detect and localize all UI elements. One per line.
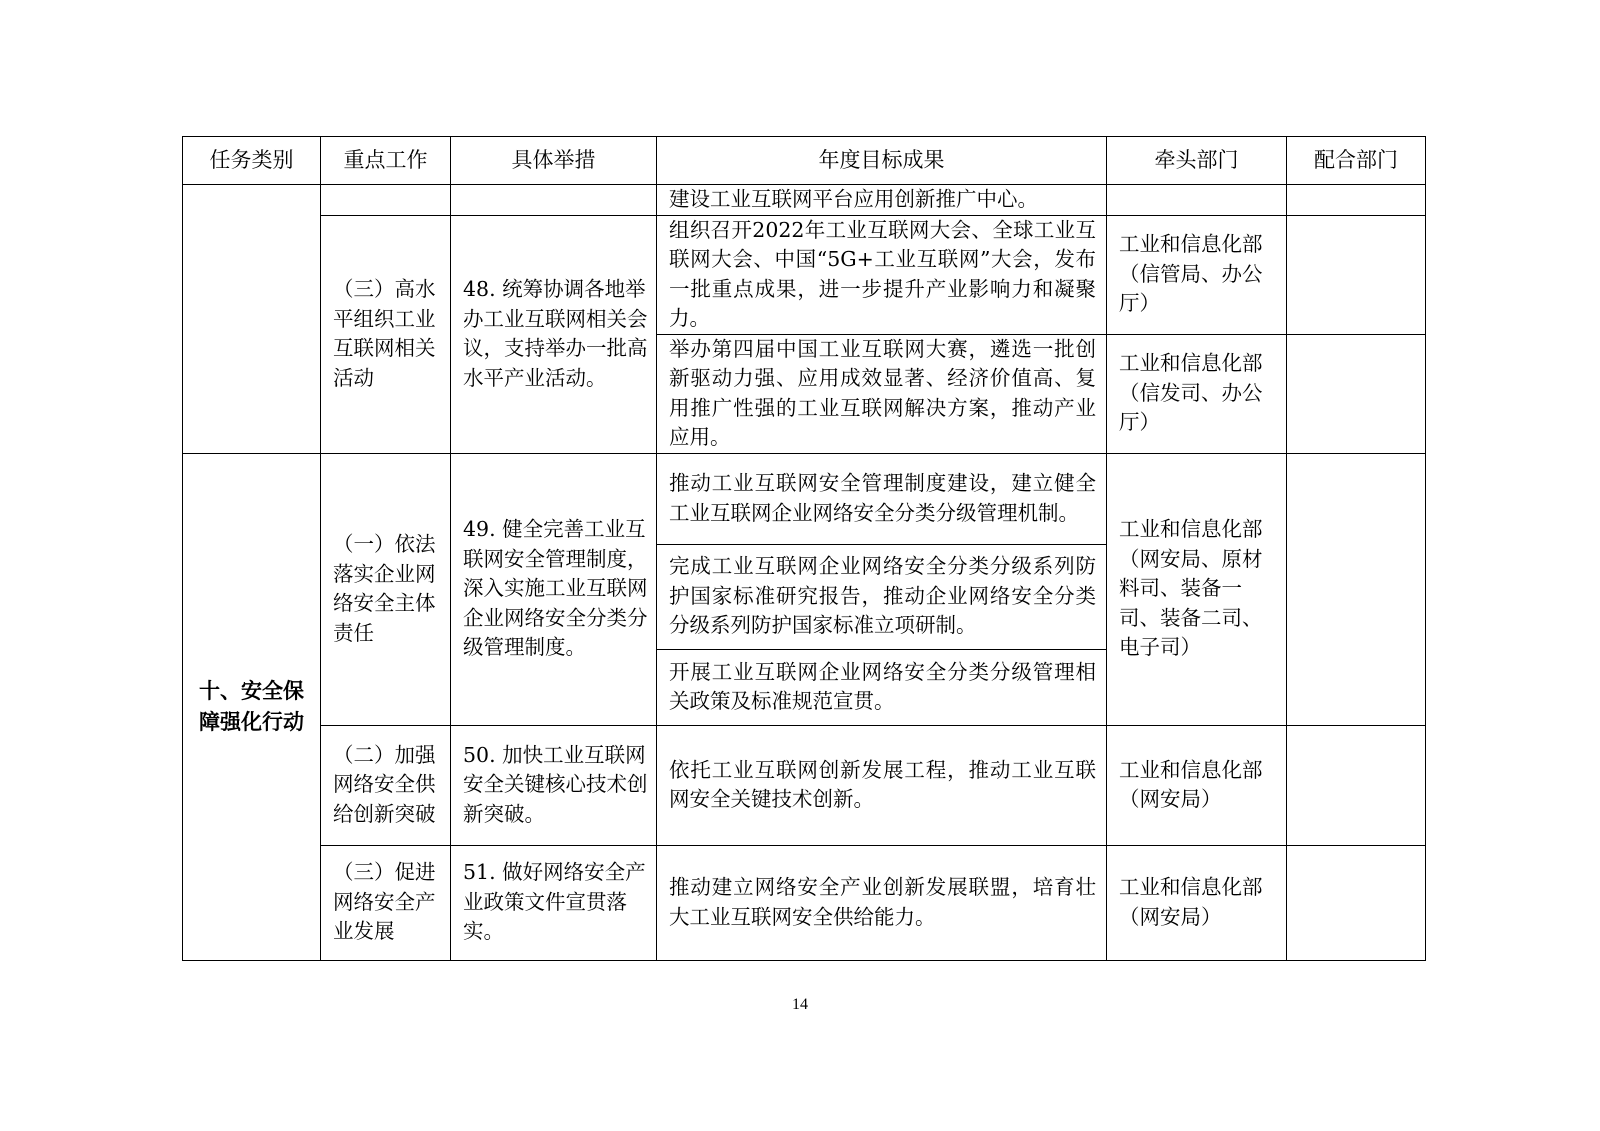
table-row xyxy=(183,185,1426,216)
table-header-row xyxy=(183,137,1426,185)
work-cell-empty xyxy=(321,185,451,216)
coop-cell xyxy=(1287,215,1426,334)
header-task-category: 任务类别 xyxy=(183,137,321,185)
table-row xyxy=(183,453,1426,544)
target-cell: 举办第四届中国工业互联网大赛，遴选一批创新驱动力强、应用成效显著、经济价值高、复用推广性强的工业互联网解决方案，推动产业应用。 xyxy=(657,334,1107,453)
measure-cell: 48. 统筹协调各地举办工业互联网相关会议，支持举办一批高水平产业活动。 xyxy=(451,215,657,453)
category-cell-continued xyxy=(183,185,321,454)
coop-cell xyxy=(1287,725,1426,845)
header-annual-target: 年度目标成果 xyxy=(657,137,1107,185)
measure-cell: 49. 健全完善工业互联网安全管理制度，深入实施工业互联网企业网络安全分类分级管理制度。 xyxy=(451,453,657,725)
header-cooperating-department: 配合部门 xyxy=(1287,137,1426,185)
coop-cell xyxy=(1287,334,1426,453)
lead-cell-empty xyxy=(1107,185,1287,216)
work-cell: （三）促进网络安全产业发展 xyxy=(321,845,451,960)
page-number: 14 xyxy=(792,996,808,1013)
target-cell: 完成工业互联网企业网络安全分类分级系列防护国家标准研究报告，推动企业网络安全分类分级系列防护国家标准立项研制。 xyxy=(657,544,1107,649)
target-cell: 推动建立网络安全产业创新发展联盟，培育壮大工业互联网安全供给能力。 xyxy=(657,845,1107,960)
work-cell: （一）依法落实企业网络安全主体责任 xyxy=(321,453,451,725)
table-row xyxy=(183,845,1426,960)
task-table xyxy=(182,136,1426,961)
target-cell: 开展工业互联网企业网络安全分类分级管理相关政策及标准规范宣贯。 xyxy=(657,649,1107,725)
lead-cell: 工业和信息化部（信管局、办公厅） xyxy=(1107,215,1287,334)
category-cell: 十、安全保障强化行动 xyxy=(183,453,321,960)
coop-cell xyxy=(1287,845,1426,960)
lead-cell: 工业和信息化部（网安局、原材料司、装备一司、装备二司、电子司） xyxy=(1107,453,1287,725)
lead-cell: 工业和信息化部（网安局） xyxy=(1107,845,1287,960)
header-lead-department: 牵头部门 xyxy=(1107,137,1287,185)
work-cell: （二）加强网络安全供给创新突破 xyxy=(321,725,451,845)
table-row xyxy=(183,725,1426,845)
header-key-work: 重点工作 xyxy=(321,137,451,185)
measure-cell-empty xyxy=(451,185,657,216)
coop-cell xyxy=(1287,453,1426,725)
table-row xyxy=(183,215,1426,334)
work-cell: （三）高水平组织工业互联网相关活动 xyxy=(321,215,451,453)
lead-cell: 工业和信息化部（信发司、办公厅） xyxy=(1107,334,1287,453)
measure-cell: 50. 加快工业互联网安全关键核心技术创新突破。 xyxy=(451,725,657,845)
target-cell: 依托工业互联网创新发展工程，推动工业互联网安全关键技术创新。 xyxy=(657,725,1107,845)
target-cell: 推动工业互联网安全管理制度建设，建立健全工业互联网企业网络安全分类分级管理机制。 xyxy=(657,453,1107,544)
coop-cell-empty xyxy=(1287,185,1426,216)
header-specific-measures: 具体举措 xyxy=(451,137,657,185)
target-cell: 建设工业互联网平台应用创新推广中心。 xyxy=(657,185,1107,216)
measure-cell: 51. 做好网络安全产业政策文件宣贯落实。 xyxy=(451,845,657,960)
target-cell: 组织召开2022年工业互联网大会、全球工业互联网大会、中国“5G+工业互联网”大会，发布一批重点成果，进一步提升产业影响力和凝聚力。 xyxy=(657,215,1107,334)
lead-cell: 工业和信息化部（网安局） xyxy=(1107,725,1287,845)
